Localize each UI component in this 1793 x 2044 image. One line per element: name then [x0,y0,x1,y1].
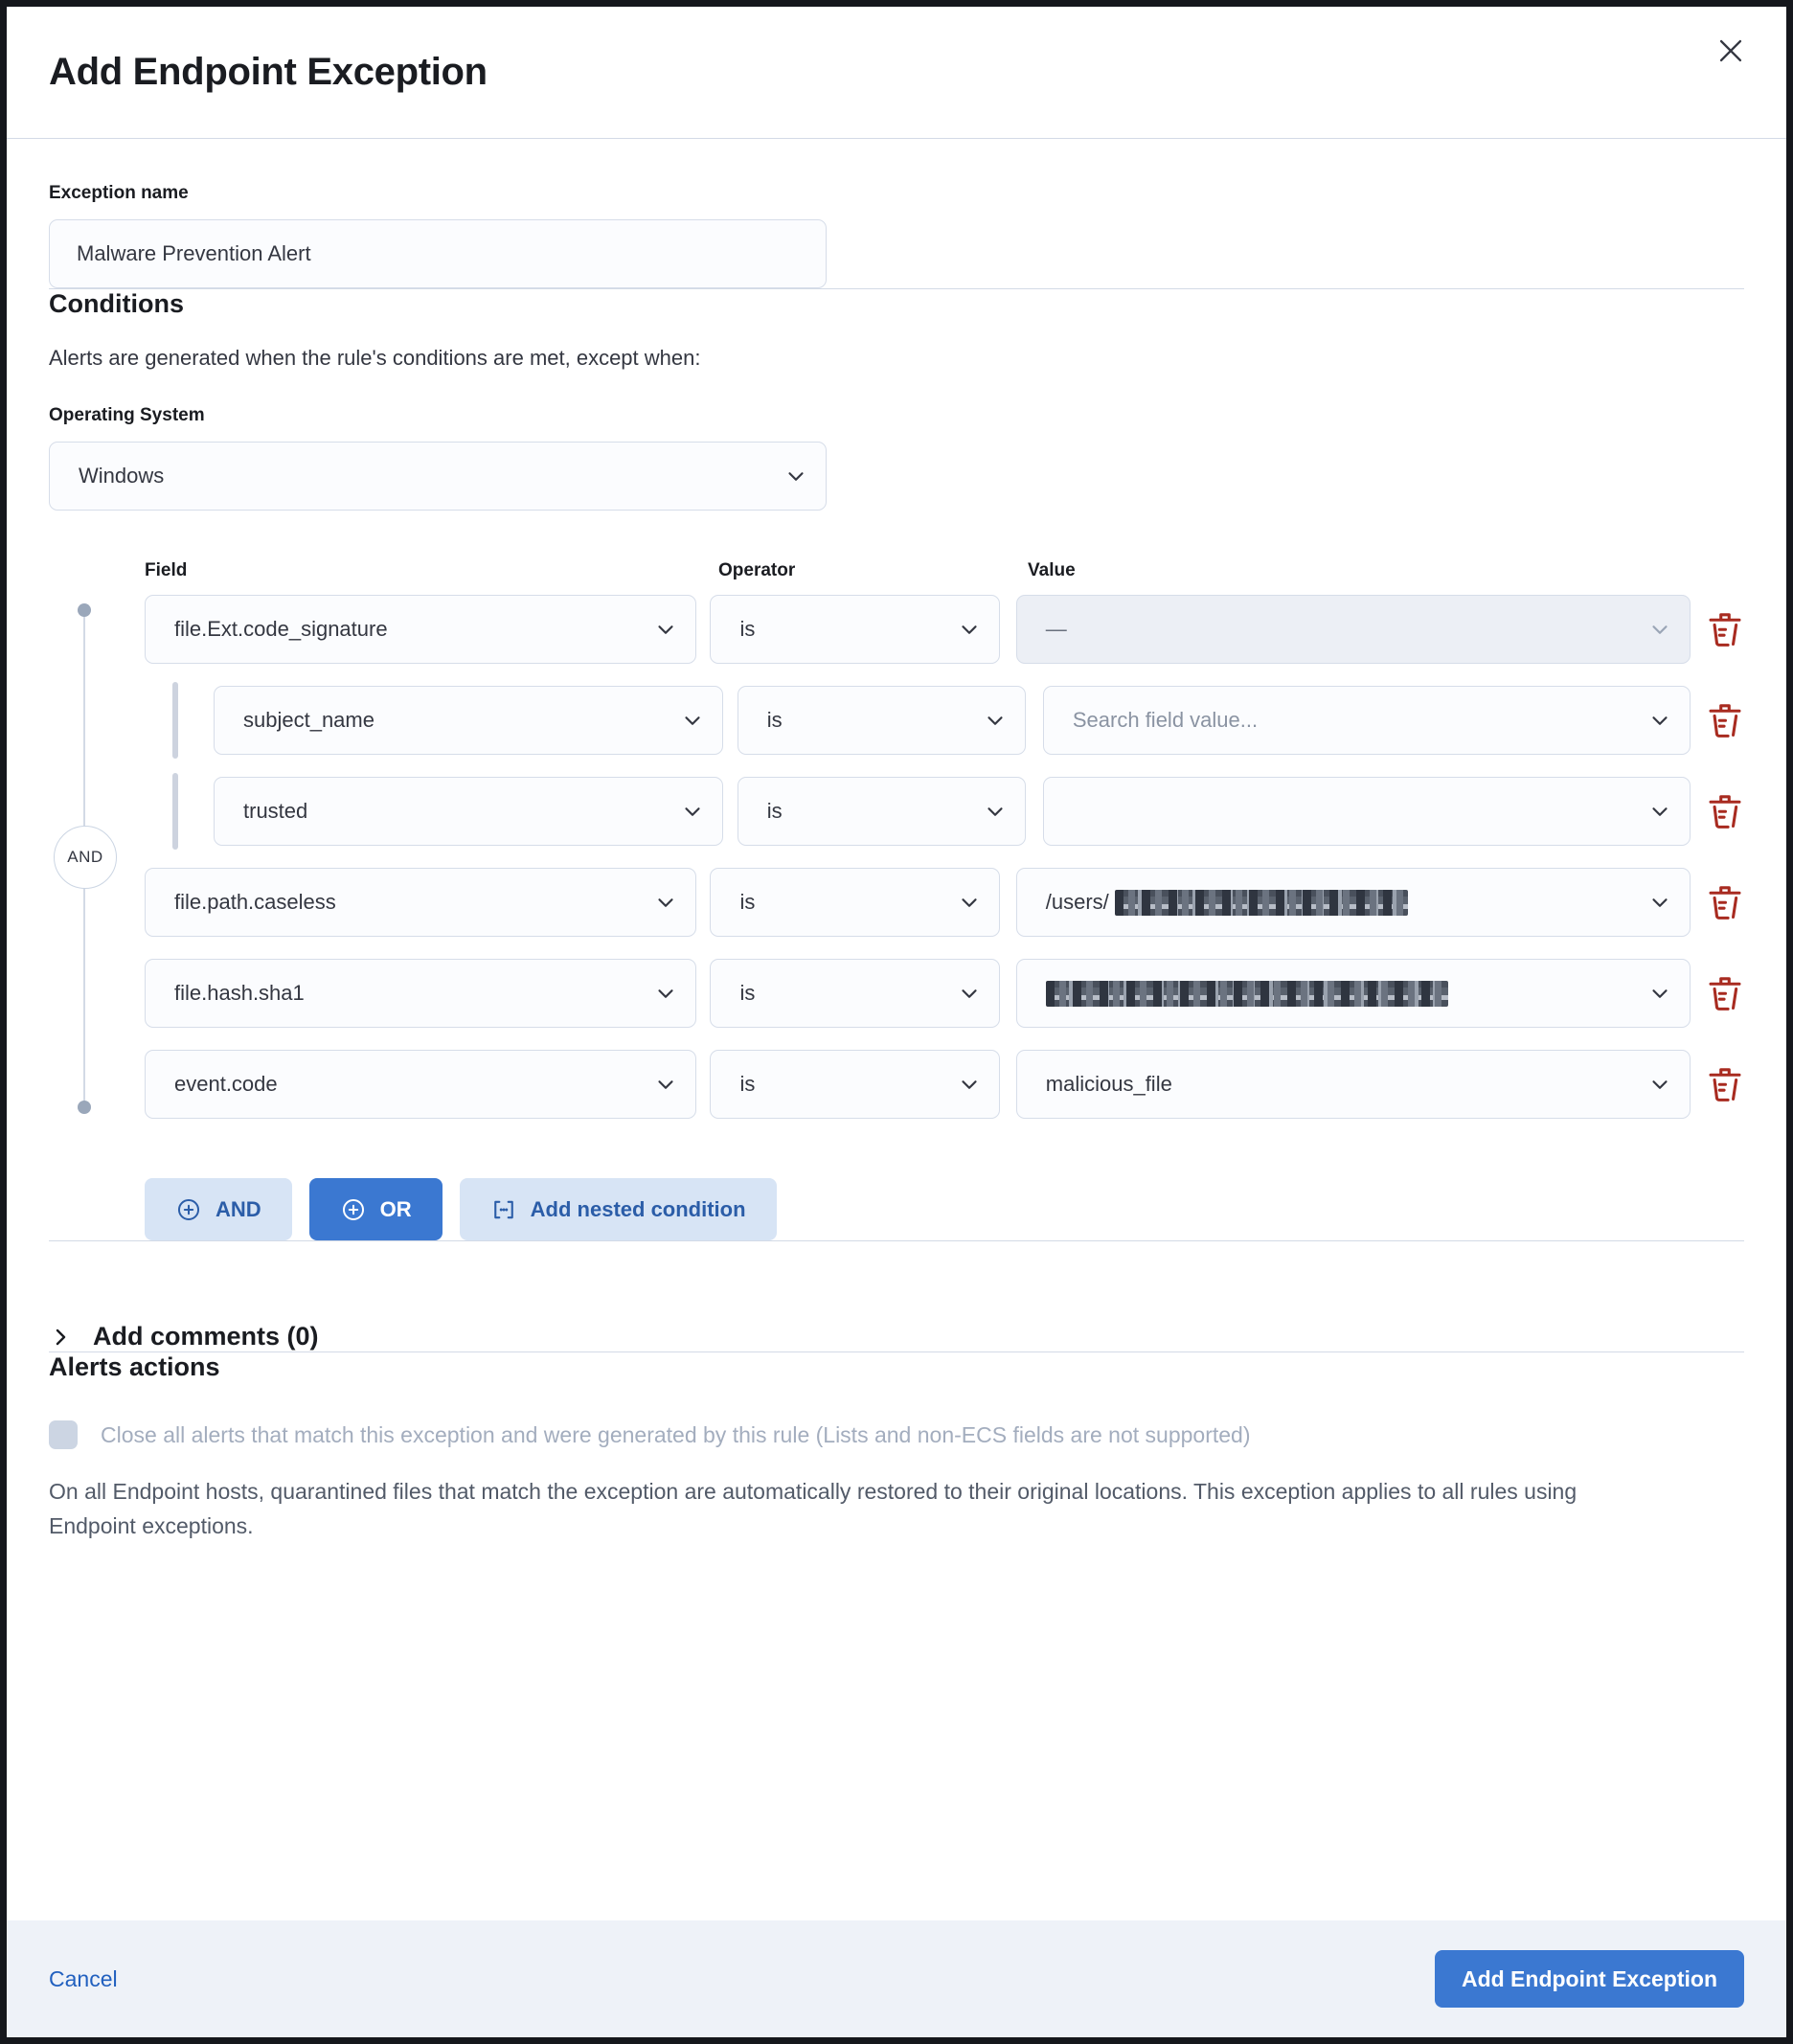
value-select[interactable] [1043,777,1691,846]
trash-icon [1707,793,1743,829]
operator-select[interactable] [710,959,999,1028]
chevron-down-icon [983,708,1008,733]
chevron-down-icon [1647,1072,1672,1097]
add-or-button[interactable] [309,1178,443,1240]
and-connector-badge: AND [54,826,117,889]
modal-body [7,183,1786,1543]
condition-row [145,1050,1744,1119]
modal-header [7,7,1786,138]
operator-select[interactable] [710,595,999,664]
operator-select-value: is [739,981,756,1005]
field-select-value: subject_name [243,708,374,732]
operator-select-value: is [739,617,756,641]
chevron-down-icon [1647,617,1672,642]
trash-icon [1707,975,1743,1011]
chevron-down-icon [653,1072,678,1097]
close-alerts-checkbox-label: Close all alerts that match this exception and were generated by this rule (Lists and non-ECS fields are not supported) [101,1421,1251,1447]
chevron-down-icon [957,981,982,1006]
chevron-down-icon [983,799,1008,824]
delete-condition-button[interactable] [1706,608,1744,650]
alerts-actions-heading: Alerts actions [49,1352,220,1381]
operator-select-value: is [766,799,783,823]
add-comments-toggle[interactable] [49,1322,319,1351]
condition-row-nested [145,777,1744,846]
value-select[interactable] [1016,868,1691,937]
nested-condition-icon [490,1196,517,1223]
chevron-down-icon [957,617,982,642]
logic-buttons [145,1178,1744,1240]
field-select-value: file.hash.sha1 [174,981,305,1005]
close-button[interactable] [1710,30,1752,72]
section-divider [49,1240,1744,1241]
field-select-value: file.path.caseless [174,890,336,914]
close-alerts-checkbox[interactable] [49,1420,78,1449]
cancel-button[interactable]: Cancel [49,1965,118,1991]
field-select-value: file.Ext.code_signature [174,617,388,641]
operating-system-label: Operating System [49,405,205,425]
alerts-actions-note: On all Endpoint hosts, quarantined files that match the exception are automatically restored to their original locations. This exception applies to all rules using Endpoint exceptions. [49,1479,1577,1538]
nested-indent-bar [172,682,178,759]
exception-name-input[interactable] [49,219,827,288]
chevron-down-icon [957,890,982,915]
chevron-down-icon [680,799,705,824]
value-select-value: malicious_file [1045,1072,1172,1096]
field-select[interactable] [145,1050,696,1119]
operator-select-value: is [739,890,756,914]
field-select[interactable] [214,777,723,846]
delete-condition-button[interactable] [1706,972,1744,1014]
chevron-down-icon [653,890,678,915]
chevron-down-icon [1647,799,1672,824]
condition-row [145,595,1744,664]
chevron-down-icon [680,708,705,733]
value-select[interactable] [1016,959,1691,1028]
modal-title: Add Endpoint Exception [49,51,488,93]
plus-circle-icon [175,1196,202,1223]
field-select-value: event.code [174,1072,278,1096]
chevron-down-icon [957,1072,982,1097]
close-icon [1714,34,1747,67]
chevron-right-icon [49,1326,72,1349]
add-or-label: OR [379,1196,412,1221]
condition-rows [49,595,1744,1119]
operator-select-value: is [766,708,783,732]
field-select[interactable] [145,868,696,937]
add-nested-condition-button[interactable] [460,1178,777,1240]
condition-row-nested [145,686,1744,755]
chevron-down-icon [1647,890,1672,915]
operator-select-value: is [739,1072,756,1096]
conditions-heading: Conditions [49,289,184,318]
operating-system-select[interactable] [49,442,827,511]
value-select-placeholder: Search field value... [1072,708,1259,732]
conditions-description: Alerts are generated when the rule's conditions are met, except when: [49,346,701,370]
chevron-down-icon [1647,981,1672,1006]
operator-select[interactable] [710,868,999,937]
close-alerts-option [49,1420,1744,1449]
operator-select[interactable] [738,686,1026,755]
chevron-down-icon [783,464,808,488]
builder-column-headers [49,560,1744,581]
delete-condition-button[interactable] [1706,699,1744,741]
trash-icon [1707,884,1743,920]
field-select[interactable] [145,959,696,1028]
nested-indent-bar [172,773,178,850]
modal-footer [7,1920,1786,2037]
trash-icon [1707,702,1743,738]
exception-name-label: Exception name [49,183,189,203]
add-and-label: AND [216,1196,261,1221]
condition-builder [49,560,1744,1119]
condition-row [145,959,1744,1028]
operator-column-header: Operator [718,560,796,580]
trash-icon [1707,611,1743,647]
trash-icon [1707,1066,1743,1102]
redacted-value [1046,981,1448,1007]
field-column-header: Field [145,560,188,580]
operator-select[interactable] [738,777,1026,846]
value-select[interactable] [1043,686,1691,755]
add-endpoint-exception-button[interactable]: Add Endpoint Exception [1435,1950,1744,2008]
field-select[interactable] [145,595,696,664]
chevron-down-icon [653,617,678,642]
chevron-down-icon [653,981,678,1006]
value-select [1016,595,1691,664]
value-select-value: /users/ [1045,890,1109,914]
chevron-down-icon [1647,708,1672,733]
redacted-value [1115,890,1408,916]
field-select[interactable] [214,686,723,755]
delete-condition-button[interactable] [1706,790,1744,832]
add-comments-label: Add comments (0) [93,1322,319,1351]
header-divider [7,138,1786,139]
operating-system-value: Windows [79,464,165,488]
plus-circle-icon [340,1196,367,1223]
condition-row [145,868,1744,937]
value-select-value: — [1045,617,1067,641]
delete-condition-button[interactable] [1706,881,1744,923]
value-column-header: Value [1028,560,1076,580]
field-select-value: trusted [243,799,308,823]
delete-condition-button[interactable] [1706,1063,1744,1105]
operator-select[interactable] [710,1050,999,1119]
value-select[interactable] [1016,1050,1691,1119]
add-and-button[interactable] [145,1178,292,1240]
add-nested-condition-label: Add nested condition [530,1196,746,1221]
